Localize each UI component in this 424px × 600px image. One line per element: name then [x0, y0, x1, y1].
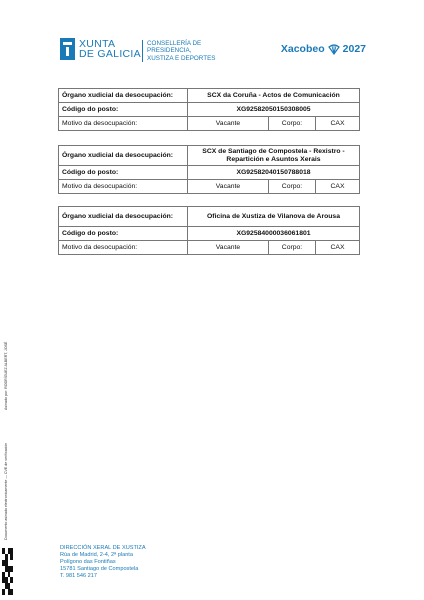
- footer-line: T. 981 546 217: [60, 573, 98, 580]
- corpo-value: CAX: [316, 180, 360, 194]
- conselleria-line: CONSELLERÍA DE: [147, 40, 202, 47]
- xacobeo-year: 2027: [342, 43, 366, 55]
- signature-text: Asinado por: RODRÍGUEZ ALBERT, JOSÉ: [4, 341, 8, 410]
- table-row: [59, 241, 360, 255]
- header-divider: [142, 40, 143, 62]
- motivo-value: Vacante: [188, 117, 269, 131]
- xunta-line1: XUNTA: [79, 37, 116, 50]
- xacobeo-name: Xacobeo: [280, 43, 325, 55]
- qr-code: [2, 548, 13, 595]
- organo-label: Órgano xudicial da desocupación:: [59, 89, 188, 103]
- motivo-label: Motivo da desocupación:: [59, 117, 188, 131]
- table-row: [59, 117, 360, 131]
- footer-line: DIRECCIÓN XERAL DE XUSTIZA: [60, 545, 146, 551]
- footer-line: 15781 Santiago de Compostela: [60, 566, 139, 573]
- organo-label: Órgano xudicial da desocupación:: [59, 146, 188, 166]
- codigo-value: XG92584000036061801: [188, 227, 360, 241]
- organo-value: SCX da Coruña - Actos de Comunicación: [188, 89, 360, 103]
- table-row: [59, 227, 360, 241]
- xunta-line2: DE GALICIA: [79, 48, 141, 60]
- table-row: [59, 180, 360, 194]
- corpo-value: CAX: [316, 117, 360, 131]
- organo-value: Oficina de Xustiza de Vilanova de Arousa: [188, 207, 360, 227]
- page-footer: [60, 545, 146, 580]
- table-row: [59, 103, 360, 117]
- scallop-shell-icon: [328, 44, 340, 55]
- post-table-2: [58, 145, 360, 194]
- corpo-label: Corpo:: [269, 180, 316, 194]
- table-row: [59, 146, 360, 166]
- xunta-wordmark: [79, 39, 141, 60]
- motivo-label: Motivo da desocupación:: [59, 241, 188, 255]
- conselleria-name: [147, 40, 227, 62]
- motivo-label: Motivo da desocupación:: [59, 180, 188, 194]
- motivo-value: Vacante: [188, 241, 269, 255]
- footer-line: Rúa de Madrid, 2-4, 2ª planta: [60, 552, 133, 559]
- corpo-label: Corpo:: [269, 241, 316, 255]
- codigo-label: Código do posto:: [59, 166, 188, 180]
- post-table-1: [58, 88, 360, 131]
- codigo-value: XG92582050150308005: [188, 103, 360, 117]
- xunta-logo: [60, 38, 141, 60]
- table-row: [59, 89, 360, 103]
- signature-margin: [3, 310, 13, 410]
- motivo-value: Vacante: [188, 180, 269, 194]
- footer-line: Polígono das Fontiñas: [60, 559, 116, 566]
- codigo-label: Código do posto:: [59, 103, 188, 117]
- conselleria-line: XUSTIZA E DEPORTES: [147, 54, 216, 62]
- page-header: [60, 38, 366, 68]
- organo-value: SCX de Santiago de Compostela - Rexistro - Repartición e Asuntos Xerais: [188, 146, 360, 166]
- codigo-label: Código do posto:: [59, 227, 188, 241]
- conselleria-line: PRESIDENCIA,: [147, 47, 192, 55]
- post-table-3: [58, 206, 360, 255]
- table-row: [59, 207, 360, 227]
- verification-margin: [3, 440, 13, 540]
- table-row: [59, 166, 360, 180]
- organo-label: Órgano xudicial da desocupación:: [59, 207, 188, 227]
- verification-text: Documento asinado electronicamente — CVE de verificación: [4, 442, 8, 540]
- xacobeo-logo: [281, 43, 366, 55]
- codigo-value: XG92582040150788018: [188, 166, 360, 180]
- corpo-value: CAX: [316, 241, 360, 255]
- xunta-emblem-icon: [60, 38, 75, 60]
- corpo-label: Corpo:: [269, 117, 316, 131]
